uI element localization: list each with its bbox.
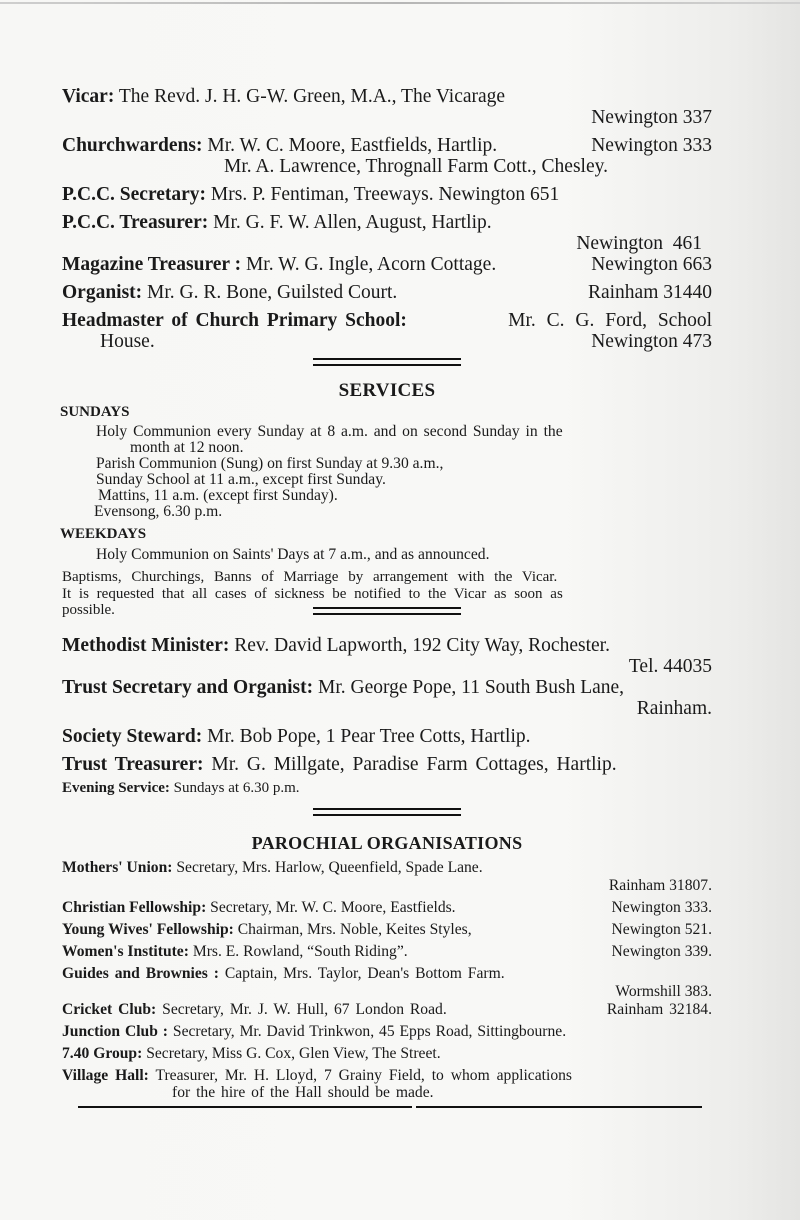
org-label: Christian Fellowship:	[62, 899, 207, 916]
section-divider	[313, 607, 461, 615]
sunday-service-item: Parish Communion (Sung) on first Sunday at 9.30 a.m.,	[96, 455, 444, 472]
evening-service-text: Sundays at 6.30 p.m.	[173, 779, 300, 796]
org-text: Chairman, Mrs. Noble, Keites Styles,	[237, 921, 472, 938]
org-entry	[62, 943, 712, 961]
org-label: Village Hall:	[62, 1067, 149, 1084]
trust-secretary-text-cont: Rainham.	[636, 697, 712, 719]
magazine-treasurer-phone: Newington 663	[591, 254, 712, 275]
org-label: Mothers' Union:	[62, 859, 173, 876]
evening-service-entry	[62, 780, 712, 797]
org-text-cont: for the hire of the Hall should be made.	[172, 1084, 434, 1101]
org-text: Captain, Mrs. Taylor, Dean's Bottom Farm.	[224, 965, 505, 982]
org-phone: Rainham 32184.	[606, 1001, 712, 1018]
org-entry	[62, 1067, 712, 1085]
sunday-service-item: Sunday School at 11 a.m., except first Sunday.	[96, 471, 386, 488]
magazine-treasurer-entry	[62, 254, 712, 275]
org-text: Mrs. E. Rowland, “South Riding”.	[192, 943, 408, 960]
pcc-treasurer-entry	[62, 212, 712, 233]
churchwardens-label: Churchwardens:	[62, 135, 203, 156]
org-phone: Newington 339.	[611, 943, 712, 960]
churchwarden-2: Mr. A. Lawrence, Thrognall Farm Cott., Chesley.	[224, 156, 608, 177]
vicar-entry	[62, 86, 712, 107]
headmaster-label: Headmaster of Church Primary School:	[62, 310, 407, 331]
services-note: It is requested that all cases of sickness be notified to the Vicar as soon as	[62, 585, 563, 602]
organist-entry	[62, 282, 712, 303]
pcc-secretary-entry	[62, 184, 712, 205]
headmaster-text-cont: House.	[100, 331, 155, 352]
sunday-service-item: Holy Communion every Sunday at 8 a.m. and on second Sunday in the	[96, 423, 563, 440]
org-label: Women's Institute:	[62, 943, 189, 960]
methodist-minister-phone: Tel. 44035	[628, 655, 712, 677]
sunday-service-item: Mattins, 11 a.m. (except first Sunday).	[98, 487, 338, 504]
org-entry	[62, 1001, 712, 1019]
organisations-heading: PAROCHIAL ORGANISATIONS	[251, 833, 523, 853]
methodist-minister-entry	[62, 635, 712, 656]
org-text: Secretary, Mr. David Trinkwon, 45 Epps Road, Sittingbourne.	[172, 1023, 567, 1040]
trust-secretary-label: Trust Secretary and Organist:	[62, 676, 314, 698]
org-entry	[62, 1045, 712, 1063]
page-top-edge	[0, 2, 800, 4]
pcc-secretary-phone: Newington 651	[438, 184, 560, 205]
services-note: possible.	[62, 602, 115, 618]
headmaster-phone: Newington 473	[591, 331, 712, 352]
vicar-label: Vicar:	[62, 86, 115, 107]
churchwarden-1-phone: Newington 333	[591, 135, 712, 156]
pcc-secretary-label: P.C.C. Secretary:	[62, 184, 207, 205]
organist-phone: Rainham 31440	[587, 282, 712, 303]
vicar-text: The Revd. J. H. G-W. Green, M.A., The Vicarage	[118, 86, 506, 107]
services-heading: SERVICES	[338, 380, 436, 401]
methodist-minister-text: Rev. David Lapworth, 192 City Way, Rochester.	[234, 634, 610, 656]
org-text: Treasurer, Mr. H. Lloyd, 7 Grainy Field, to whom applications	[155, 1067, 572, 1084]
headmaster-entry	[62, 310, 712, 331]
org-text: Secretary, Mrs. Harlow, Queenfield, Spade Lane.	[176, 859, 483, 876]
org-entry	[62, 859, 712, 877]
services-note: Baptisms, Churchings, Banns of Marriage by arrangement with the Vicar.	[62, 569, 558, 585]
org-text: Secretary, Mr. W. C. Moore, Eastfields.	[210, 899, 456, 916]
sunday-service-item: month at 12 noon.	[130, 439, 244, 456]
trust-treasurer-label: Trust Treasurer:	[62, 753, 204, 775]
methodist-minister-label: Methodist Minister:	[62, 634, 230, 656]
society-steward-entry	[62, 726, 712, 747]
magazine-treasurer-label: Magazine Treasurer :	[62, 254, 242, 275]
churchwarden-1: Mr. W. C. Moore, Eastfields, Hartlip.	[207, 135, 498, 156]
trust-secretary-entry	[62, 677, 712, 698]
society-steward-text: Mr. Bob Pope, 1 Pear Tree Cotts, Hartlip.	[207, 725, 531, 747]
pcc-treasurer-phone: Newington 461	[576, 233, 702, 254]
organist-label: Organist:	[62, 282, 143, 303]
trust-treasurer-entry	[62, 754, 712, 775]
weekday-service-item: Holy Communion on Saints' Days at 7 a.m., and as announced.	[96, 546, 490, 563]
org-label: Young Wives' Fellowship:	[62, 921, 234, 938]
section-divider	[313, 808, 461, 816]
trust-secretary-text: Mr. George Pope, 11 South Bush Lane,	[318, 676, 625, 698]
magazine-treasurer-text: Mr. W. G. Ingle, Acorn Cottage.	[245, 254, 497, 275]
org-text: Secretary, Mr. J. W. Hull, 67 London Road.	[162, 1001, 447, 1018]
org-text: Secretary, Miss G. Cox, Glen View, The Street.	[146, 1045, 441, 1062]
vicar-phone: Newington 337	[591, 107, 712, 128]
org-label: 7.40 Group:	[62, 1045, 143, 1062]
org-phone: Wormshill 383.	[615, 983, 712, 1000]
org-entry	[62, 921, 712, 939]
org-phone: Rainham 31807.	[608, 877, 712, 894]
org-label: Cricket Club:	[62, 1001, 157, 1018]
headmaster-text: Mr. C. G. Ford, School	[508, 310, 712, 331]
trust-treasurer-text: Mr. G. Millgate, Paradise Farm Cottages, Hartlip.	[211, 753, 617, 775]
weekdays-heading: WEEKDAYS	[60, 526, 147, 542]
sundays-heading: SUNDAYS	[60, 404, 130, 420]
org-phone: Newington 333.	[611, 899, 712, 916]
organist-text: Mr. G. R. Bone, Guilsted Court.	[147, 282, 398, 303]
org-entry	[62, 899, 712, 917]
org-entry	[62, 965, 712, 983]
org-label: Guides and Brownies :	[62, 965, 219, 982]
org-label: Junction Club :	[62, 1023, 168, 1040]
evening-service-label: Evening Service:	[62, 779, 170, 796]
pcc-treasurer-label: P.C.C. Treasurer:	[62, 212, 209, 233]
pcc-treasurer-text: Mr. G. F. W. Allen, August, Hartlip.	[213, 212, 492, 233]
section-divider	[313, 358, 461, 366]
society-steward-label: Society Steward:	[62, 725, 203, 747]
org-phone: Newington 521.	[611, 921, 712, 938]
churchwardens-entry	[62, 135, 712, 156]
sunday-service-item: Evensong, 6.30 p.m.	[94, 503, 223, 520]
pcc-secretary-text: Mrs. P. Fentiman, Treeways.	[210, 184, 434, 205]
directory-content	[62, 86, 712, 1100]
org-entry	[62, 1023, 712, 1041]
